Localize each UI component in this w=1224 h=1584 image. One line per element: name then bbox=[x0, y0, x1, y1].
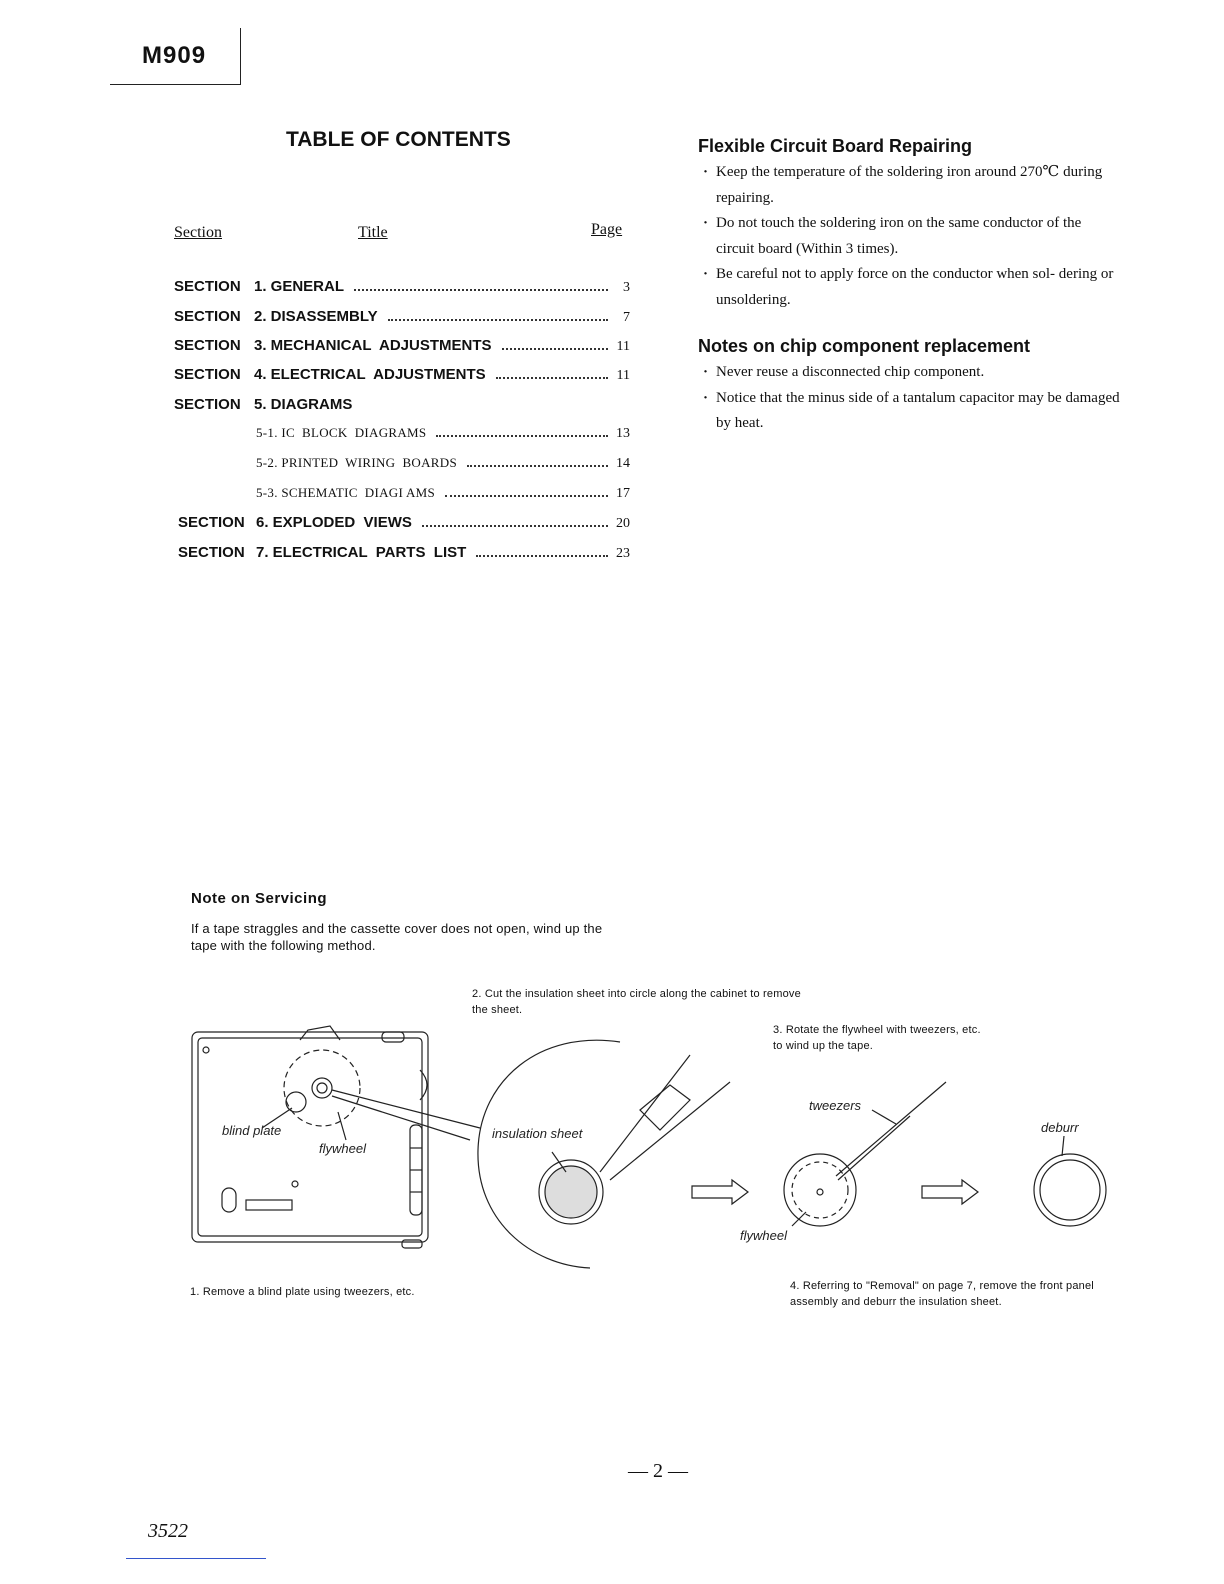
flywheel-outline bbox=[284, 1050, 360, 1126]
deburr-ring-inner bbox=[1040, 1160, 1100, 1220]
flywheel-step3 bbox=[784, 1154, 856, 1226]
label-deburr: deburr bbox=[1041, 1120, 1079, 1135]
tweezers-2 bbox=[836, 1082, 946, 1176]
arrow-1 bbox=[692, 1180, 748, 1204]
toc-page-number: 17 bbox=[616, 486, 630, 501]
toc-page-number: 23 bbox=[616, 546, 630, 561]
unit-clip bbox=[382, 1032, 404, 1042]
toc-entry-name: 7. ELECTRICAL PARTS LIST bbox=[256, 544, 467, 561]
step-2-text: 2. Cut the insulation sheet into circle along the cabinet to remove the sheet. bbox=[472, 988, 801, 1016]
label-tweezers: tweezers bbox=[809, 1098, 862, 1113]
label-blind-plate: blind plate bbox=[222, 1123, 282, 1138]
toc-section-label: SECTION bbox=[174, 366, 241, 383]
fcb-item: · Be careful not to apply force on the conductor when sol- dering or unsoldering. bbox=[700, 262, 1120, 313]
flywheel-hub bbox=[312, 1078, 332, 1098]
toc-section-label: SECTION bbox=[178, 514, 245, 531]
toc-entry-name: 6. EXPLODED VIEWS bbox=[256, 514, 412, 531]
toc-page-number: 11 bbox=[616, 339, 630, 354]
toc-page-number: 7 bbox=[623, 310, 630, 325]
toc-col-section: Section bbox=[174, 224, 222, 241]
toc-page-number: 14 bbox=[616, 456, 630, 471]
toc-section-label: SECTION bbox=[174, 278, 241, 295]
fcb-item: · Do not touch the soldering iron on the same conductor of the circuit board (Within 3 times). bbox=[700, 211, 1120, 262]
bottom-slot bbox=[246, 1200, 292, 1210]
toc-entry-name: 3. MECHANICAL ADJUSTMENTS bbox=[254, 337, 492, 354]
step-4-text: 4. Referring to "Removal" on page 7, remove the front panel assembly and deburr the insulation sheet. bbox=[790, 1280, 1094, 1308]
toc-entry-name: 2. DISASSEMBLY bbox=[254, 308, 378, 325]
toc-subentry-name: 5-2. PRINTED WIRING BOARDS bbox=[256, 455, 457, 470]
toc-page-number: 11 bbox=[616, 368, 630, 383]
toc-section-label: SECTION bbox=[174, 308, 241, 325]
bottom-switch bbox=[222, 1188, 236, 1212]
toc-section-label: SECTION bbox=[178, 544, 245, 561]
fcb-heading: Flexible Circuit Board Repairing bbox=[698, 136, 973, 156]
toc-col-page: Page bbox=[591, 221, 623, 238]
toc-entry-name: 5. DIAGRAMS bbox=[254, 396, 353, 413]
handwritten-note: 3522 bbox=[148, 1520, 188, 1542]
blind-plate-hole bbox=[286, 1092, 306, 1112]
toc-entry-name: 1. GENERAL bbox=[254, 278, 345, 295]
toc-entry-name: 4. ELECTRICAL ADJUSTMENTS bbox=[254, 366, 486, 383]
toc-page-number: 13 bbox=[616, 426, 630, 441]
chip-item: · Never reuse a disconnected chip component. bbox=[700, 360, 1120, 386]
fcb-item: · Keep the temperature of the soldering iron around 270℃ during repairing. bbox=[700, 160, 1120, 211]
page-number: — 2 — bbox=[628, 1460, 688, 1482]
toc-page-number: 3 bbox=[623, 280, 630, 295]
toc-subentry-name: 5-3. SCHEMATIC DIAGI AMS bbox=[256, 485, 436, 500]
toc-col-title: Title bbox=[358, 224, 388, 241]
servicing-heading: Note on Servicing bbox=[191, 890, 328, 907]
chip-item: · Notice that the minus side of a tantalum capacitor may be damaged by heat. bbox=[700, 386, 1120, 437]
model-number: M909 bbox=[142, 42, 207, 69]
toc-section-label: SECTION bbox=[174, 337, 241, 354]
step-3-text: 3. Rotate the flywheel with tweezers, etc. to wind up the tape. bbox=[773, 1024, 981, 1052]
step-1-text: 1. Remove a blind plate using tweezers, etc. bbox=[190, 1286, 415, 1298]
arrow-2 bbox=[922, 1180, 978, 1204]
toc-title: TABLE OF CONTENTS bbox=[286, 128, 511, 151]
magnified-circle bbox=[478, 1040, 620, 1268]
toc-page-number: 20 bbox=[616, 516, 630, 531]
label-flywheel: flywheel bbox=[319, 1141, 366, 1156]
footer-line bbox=[126, 1558, 266, 1559]
unit-screw bbox=[203, 1047, 209, 1053]
unit-side-knob bbox=[420, 1070, 427, 1100]
toc-section-label: SECTION bbox=[174, 396, 241, 413]
servicing-text: If a tape straggles and the cassette cover does not open, wind up the tape with the following method. bbox=[191, 921, 603, 953]
chip-heading: Notes on chip component replacement bbox=[698, 336, 1031, 356]
label-insulation-sheet: insulation sheet bbox=[492, 1126, 583, 1141]
label-flywheel-2: flywheel bbox=[740, 1228, 787, 1243]
toc-subentry-name: 5-1. IC BLOCK DIAGRAMS bbox=[256, 425, 427, 440]
deburr-ring-outer bbox=[1034, 1154, 1106, 1226]
